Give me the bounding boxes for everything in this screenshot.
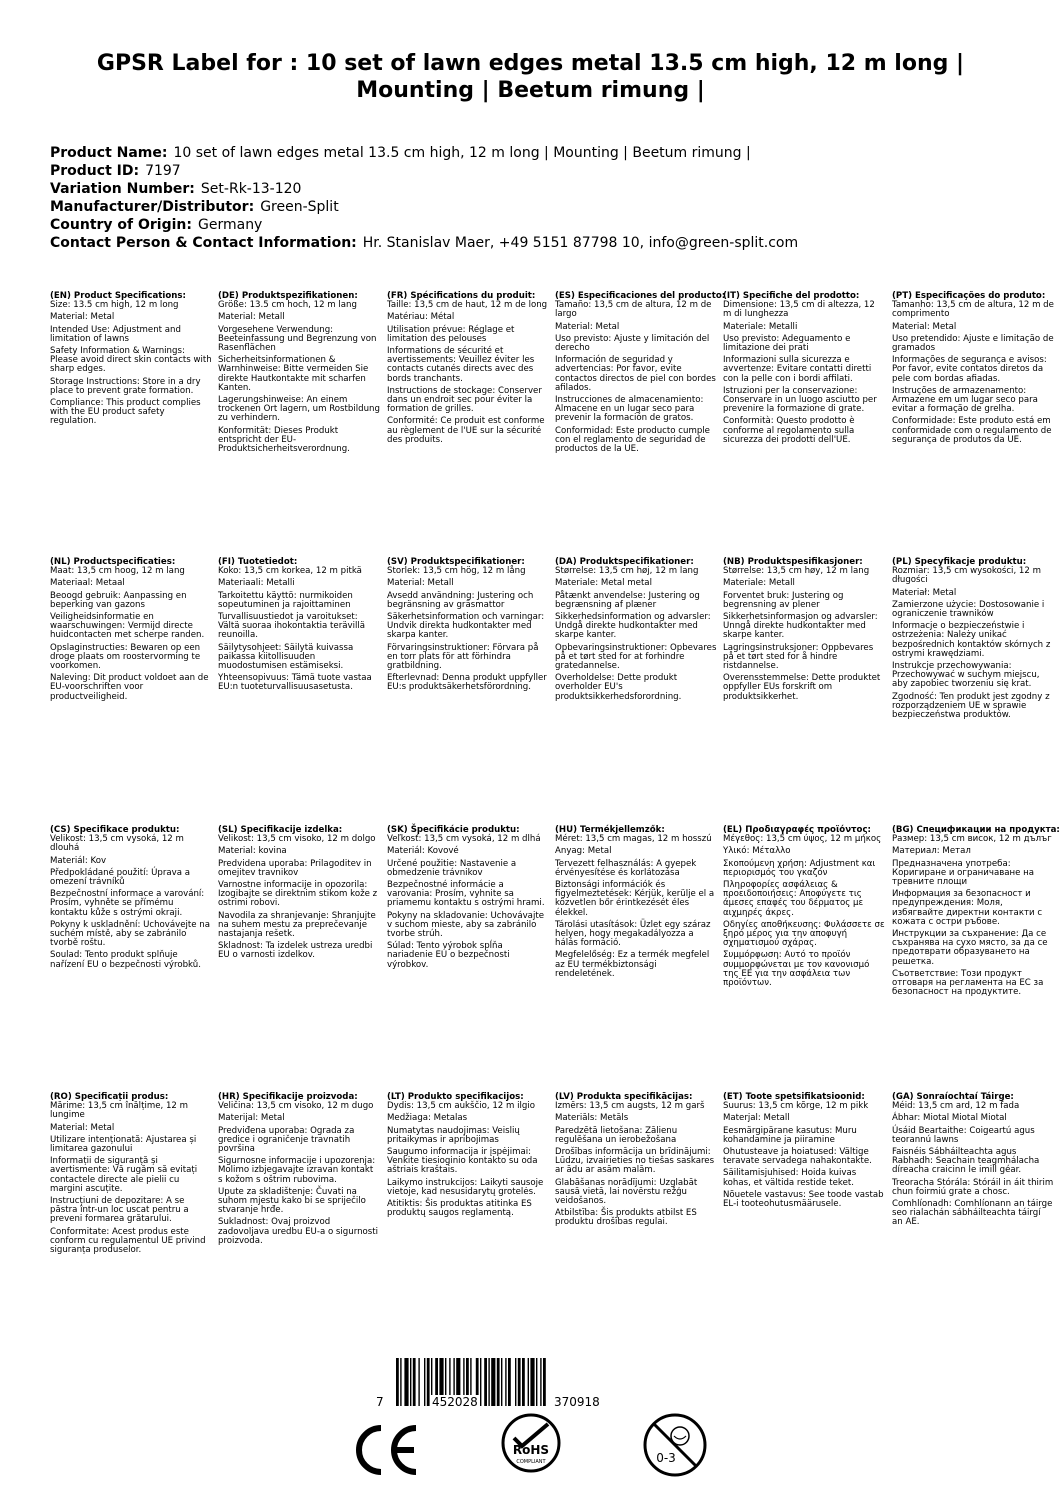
spec-block xyxy=(892,558,1054,723)
spec-line: Påtænkt anvendelse: Justering og begrænsning af plæner xyxy=(555,590,700,610)
spec-line: Soulad: Tento produkt splňuje nařízení EU o bezpečnosti výrobků. xyxy=(50,950,201,970)
spec-heading: (NB) Produktspesifikasjoner: xyxy=(723,557,863,567)
barcode-bar xyxy=(540,1358,541,1406)
spec-heading: (GA) Sonraíochtaí Táirge: xyxy=(892,1092,1014,1102)
spec-line: Instructions de stockage: Conserver dans un endroit sec pour éviter la formation de grilles. xyxy=(387,385,542,415)
spec-line: Faisnéis Sábháilteachta agus Rabhadh: Seachain teagmhálacha díreacha craicinn le imill géar. xyxy=(892,1147,1040,1176)
age-label: 0-3 xyxy=(656,1451,676,1465)
spec-heading: (ES) Especificaciones del producto: xyxy=(555,291,726,301)
barcode-bar xyxy=(505,1358,506,1406)
spec-line: Materiale: Metal metal xyxy=(555,578,652,589)
spec-heading: (EL) Προδιαγραφές προϊόντος: xyxy=(723,825,871,835)
spec-block xyxy=(218,292,380,457)
spec-line: Utilizare intenționată: Ajustarea și limitarea gazonului xyxy=(50,1134,197,1155)
spec-line: Méret: 13,5 cm magas, 12 m hosszú xyxy=(555,834,712,845)
barcode-bar xyxy=(413,1358,416,1406)
barcode-bar xyxy=(497,1358,500,1406)
info-row xyxy=(50,162,1030,180)
spec-line: Sukladnost: Ovaj proizvod zadovoljava uredbu EU-a o sigurnosti proizvoda. xyxy=(218,1217,379,1246)
spec-line: Yhteensopivuus: Tämä tuote vastaa EU:n tuoteturvallisuusasetusta. xyxy=(218,673,372,693)
barcode-bar xyxy=(536,1358,537,1406)
spec-line: Größe: 13.5 cm hoch, 12 m lang xyxy=(218,300,357,311)
spec-line: Předpokládané použití: Úprava a omezení trávníků xyxy=(50,867,190,888)
spec-line: Veiligheidsinformatie en waarschuwingen: Vermijd directe huidcontacten met scherpe randen. xyxy=(50,612,205,641)
spec-line: Material: Metal xyxy=(50,312,115,323)
spec-line: Μέγεθος: 13,5 cm ύψος, 12 m μήκος xyxy=(723,834,882,845)
spec-line: Efterlevnad: Denna produkt uppfyller EU:s produktsäkerhetsförordning. xyxy=(387,673,547,693)
spec-line: Comhlíonadh: Comhlíonann an táirge seo rialachán sábháilteachta táirgí an AE. xyxy=(892,1199,1053,1228)
spec-line: Veličina: 13,5 cm visoko, 12 m dugo xyxy=(218,1101,374,1112)
spec-line: Avsedd användning: Justering och begränsning av gräsmattor xyxy=(387,590,534,610)
spec-line: Tárolási utasítások: Üzlet egy száraz helyen, hogy megakadályozza a hálás formáció. xyxy=(555,919,711,949)
spec-line: Predviđena uporaba: Ograda za gredice i ograničenje travnatih površina xyxy=(218,1125,355,1155)
spec-heading: (PL) Specyfikacje produktu: xyxy=(892,557,1027,567)
info-label: Product ID: xyxy=(50,163,140,179)
spec-line: Dydis: 13,5 cm aukščio, 12 m ilgio xyxy=(387,1101,535,1112)
barcode-bar xyxy=(404,1358,408,1406)
spec-line: Safety Information & Warnings: Please avoid direct skin contacts with sharp edges. xyxy=(50,346,212,375)
spec-line: Størrelse: 13,5 cm høy, 12 m lang xyxy=(723,566,870,577)
spec-line: Megfelelőség: Ez a termék megfelel az EU termékbiztonsági rendeletének. xyxy=(555,950,710,979)
barcode-bar xyxy=(410,1358,411,1406)
spec-line: Sikkerhedsinformation og advarsler: Undgå direkte hudkontakter med skarpe kanter. xyxy=(555,612,711,641)
spec-line: Instrucciones de almacenamiento: Almacene en un lugar seco para prevenir la formación de gratos. xyxy=(555,395,704,424)
spec-heading: (IT) Specifiche del prodotto: xyxy=(723,291,860,301)
spec-block xyxy=(50,558,212,705)
spec-block xyxy=(555,826,717,982)
spec-heading: (EN) Product Specifications: xyxy=(50,291,186,301)
spec-line: Turvallisuustiedot ja varoitukset: Vältä suoraa ihokontaktia terävillä reunoilla. xyxy=(218,612,366,641)
spec-line: Drošības informācija un brīdinājumi: Lūdzu, izvairieties no tiešas saskares ar ādu ar asām malām. xyxy=(555,1147,715,1176)
spec-block xyxy=(218,826,380,964)
spec-line: Материал: Метал xyxy=(892,846,971,857)
spec-block xyxy=(387,826,549,973)
spec-line: Material: Metall xyxy=(218,312,285,323)
barcode-bar xyxy=(480,1358,481,1406)
spec-line: Förvaringsinstruktioner: Förvara på en torr plats för att förhindra gratbildning. xyxy=(387,642,539,672)
spec-line: Materiaal: Metaal xyxy=(50,578,125,589)
spec-line: Treoracha Stórála: Stóráil in áit thirim chun foirmiú grate a chosc. xyxy=(892,1177,1054,1197)
spec-line: Matériau: Métal xyxy=(387,312,455,323)
spec-line: Size: 13.5 cm high, 12 m long xyxy=(50,300,179,311)
spec-block xyxy=(218,558,380,696)
spec-block xyxy=(723,1093,885,1212)
spec-line: Medžiaga: Metalas xyxy=(387,1113,468,1124)
spec-block xyxy=(892,825,1060,1000)
spec-line: Materiale: Metall xyxy=(723,578,795,589)
spec-line: Úsáid Beartaithe: Coigeartú agus teorannú lawns xyxy=(892,1125,1035,1145)
rohs-icon xyxy=(500,1412,562,1474)
spec-line: Saugumo informacija ir įspėjimai: Venkite tiesioginio kontakto su oda aštriais kraštais. xyxy=(387,1147,538,1176)
spec-line: Informations de sécurité et avertissements: Veuillez éviter les contacts cutanés directs avec des bords tranchants. xyxy=(387,346,535,384)
barcode-bar xyxy=(484,1358,487,1406)
spec-line: Lagringsinstruksjoner: Oppbevares på et tørt sted for å hindre ristdannelse. xyxy=(723,642,874,672)
spec-heading: (DA) Produktspecifikationer: xyxy=(555,557,694,567)
spec-line: Съответствие: Този продукт отговаря на регламента на ЕС за безопасност на продуктите. xyxy=(892,968,1044,998)
spec-heading: (HU) Termékjellemzők: xyxy=(555,825,665,835)
product-info xyxy=(50,144,1030,252)
info-label: Country of Origin: xyxy=(50,217,192,233)
spec-line: Materijal: Metal xyxy=(218,1113,285,1124)
spec-block xyxy=(387,292,549,448)
spec-line: Conformidad: Este producto cumple con el reglamento de seguridad de productos de la UE. xyxy=(555,425,710,455)
spec-line: Materiał: Metal xyxy=(892,587,957,598)
spec-line: Nõuetele vastavus: See toode vastab EL-i tooteohutusmäärusele. xyxy=(723,1189,884,1210)
info-row xyxy=(50,234,1030,252)
rohs-compliant-label: COMPLIANT xyxy=(516,1459,546,1465)
spec-line: Instruções de armazenamento: Armazene em um lugar seco para evitar a formação de grelha. xyxy=(892,385,1038,415)
spec-line: Navodila za shranjevanje: Shranjujte na suhem mestu za preprečevanje nastajanja rešetk. xyxy=(218,910,376,940)
spec-line: Conformitate: Acest produs este conform cu regulamentul UE privind siguranța produselor. xyxy=(50,1226,206,1256)
barcode-digit-prefix: 7 xyxy=(376,1395,384,1409)
info-row xyxy=(50,198,1030,216)
spec-line: Bezpečnostné informácie a varovania: Prosím, vyhnite sa priamemu kontaktu s ostrými hrami. xyxy=(387,880,545,909)
info-value: Germany xyxy=(198,217,263,233)
spec-heading: (LT) Produkto specifikacijos: xyxy=(387,1092,524,1102)
spec-line: Mărime: 13,5 cm înălțime, 12 m lungime xyxy=(50,1101,188,1121)
spec-block xyxy=(723,826,885,991)
spec-line: Zgodność: Ten produkt jest zgodny z rozporządzeniem UE w sprawie bezpieczeństwa produktów. xyxy=(892,691,1050,721)
barcode-bar xyxy=(424,1358,425,1406)
spec-line: Rozmiar: 13,5 cm wysokości, 12 m długości xyxy=(892,566,1041,586)
spec-line: Určené použitie: Nastavenie a obmedzenie trávnikov xyxy=(387,858,517,878)
spec-line: Biztonsági információk és figyelmeztetések: Kérjük, kerülje el a közvetlen bőr érintkezését éles élekkel. xyxy=(555,880,715,918)
spec-heading: (FI) Tuotetiedot: xyxy=(218,557,298,567)
spec-line: Material: kovina xyxy=(218,846,287,857)
barcode-digit-right: 370918 xyxy=(554,1395,600,1409)
barcode-digit-left: 452028 xyxy=(432,1395,478,1409)
spec-heading: (LV) Produkta specifikācijas: xyxy=(555,1092,693,1102)
spec-line: Eesmärgipärane kasutus: Muru kohandamine ja piiramine xyxy=(723,1125,857,1145)
spec-line: Opbevaringsinstruktioner: Opbevares på et tørt sted for at forhindre gratedannelse. xyxy=(555,642,717,672)
info-value: Green-Split xyxy=(260,199,339,215)
spec-line: Pokyny k uskladnění: Uchovávejte na suchém místě, aby se zabránilo tvorbě roštu. xyxy=(50,919,210,949)
spec-line: Material: Metall xyxy=(387,578,454,589)
spec-line: Maat: 13,5 cm hoog, 12 m lang xyxy=(50,566,185,577)
spec-heading: (RO) Specificații produs: xyxy=(50,1092,169,1102)
spec-line: Σκοπούμενη χρήση: Adjustment και περιορισμός του γκαζόν xyxy=(723,858,876,878)
spec-line: Instrukcje przechowywania: Przechowywać w suchym miejscu, aby zapobiec tworzeniu się krat. xyxy=(892,661,1040,690)
spec-line: Säkerhetsinformation och varningar: Undvik direkta hudkontakter med skarpa kanter. xyxy=(387,612,545,641)
barcode-bar xyxy=(488,1358,489,1406)
info-value: 10 set of lawn edges metal 13.5 cm high, 12 m long | Mounting | Beetum rimung | xyxy=(173,145,751,161)
spec-line: Upute za skladištenje: Čuvati na suhom mjestu kako bi se spriječilo stvaranje hrđe. xyxy=(218,1186,366,1216)
info-label: Contact Person & Contact Information: xyxy=(50,235,357,251)
barcode-bar xyxy=(491,1358,495,1406)
spec-block xyxy=(892,292,1054,448)
spec-line: Material: Metal xyxy=(892,321,957,332)
spec-heading: (CS) Specifikace produktu: xyxy=(50,825,180,835)
spec-line: Säilytysohjeet: Säilytä kuivassa paikassa kiitollisuuden muodostumisen estämiseksi. xyxy=(218,642,354,672)
spec-line: Tamaño: 13,5 cm de altura, 12 m de largo xyxy=(555,300,712,320)
spec-line: Glabāšanas norādījumi: Uzglabāt sausā vietā, lai novērstu režģu veidošanos. xyxy=(555,1177,698,1207)
spec-line: Informacje o bezpieczeństwie i ostrzeżenia: Należy unikać bezpośrednich kontaktów skórnych z ostrymi krawędziami. xyxy=(892,621,1051,659)
spec-block xyxy=(723,292,885,448)
info-value: 7197 xyxy=(145,163,181,179)
barcode-bar xyxy=(418,1358,419,1406)
spec-line: Dimensione: 13,5 cm di altezza, 12 m di lunghezza xyxy=(723,300,875,320)
spec-block xyxy=(218,1093,380,1249)
spec-heading: (DE) Produktspezifikationen: xyxy=(218,291,358,301)
info-row xyxy=(50,180,1030,198)
spec-line: Lagerungshinweise: An einem trockenen Ort lagern, um Rostbildung zu verhindern. xyxy=(218,395,380,424)
spec-line: Predvidena uporaba: Prilagoditev in omejitev travnikov xyxy=(218,858,372,878)
barcode xyxy=(366,1358,616,1414)
spec-heading: (FR) Spécifications du produit: xyxy=(387,291,536,301)
spec-line: Compliance: This product complies with the EU product safety regulation. xyxy=(50,398,201,427)
info-label: Variation Number: xyxy=(50,181,195,197)
info-label: Product Name: xyxy=(50,145,168,161)
spec-block xyxy=(50,292,212,430)
spec-line: Izmērs: 13,5 cm augsts, 12 m garš xyxy=(555,1101,705,1112)
spec-line: Συμμόρφωση: Αυτό το προϊόν συμμορφώνεται με τον κανονισμό της ΕΕ για την ασφάλεια των προϊόντων. xyxy=(723,950,870,989)
spec-block xyxy=(387,558,549,696)
spec-line: Beoogd gebruik: Aanpassing en beperking van gazons xyxy=(50,590,187,610)
spec-line: Istruzioni per la conservazione: Conservare in un luogo asciutto per prevenire la formazione di grate. xyxy=(723,385,877,415)
spec-line: Pokyny na skladovanie: Uchovávajte v suchom mieste, aby sa zabránilo tvorbe strúh. xyxy=(387,910,544,940)
spec-line: Предназначена употреба: Коригиране и ограничаване на тревните площи xyxy=(892,858,1035,888)
barcode-bar xyxy=(522,1358,525,1406)
spec-line: Atbilstība: Šis produkts atbilst ES produktu drošības regulai. xyxy=(555,1208,697,1228)
spec-heading: (ET) Toote spetsifikatsioonid: xyxy=(723,1092,865,1102)
spec-line: Suurus: 13,5 cm kõrge, 12 m pikk xyxy=(723,1101,869,1112)
spec-block xyxy=(50,826,212,973)
spec-line: Инструкции за съхранение: Да се съхранява на сухо място, за да се предотврати образуването на решетка. xyxy=(892,929,1048,967)
spec-line: Tarkoitettu käyttö: nurmikoiden sopeutuminen ja rajoittaminen xyxy=(218,590,353,610)
spec-line: Υλικό: Μέταλλο xyxy=(723,846,791,857)
spec-line: Conformità: Questo prodotto è conforme al regolamento sulla sicurezza dei prodotti dell'UE. xyxy=(723,416,855,445)
barcode-bar xyxy=(400,1358,401,1406)
spec-line: Material: Metal xyxy=(50,1122,115,1133)
spec-heading: (HR) Specifikacije proizvoda: xyxy=(218,1092,358,1102)
spec-line: Súlad: Tento výrobok spĺňa nariadenie EÚ o bezpečnosti výrobkov. xyxy=(387,941,510,970)
spec-line: Informazioni sulla sicurezza e avvertenze: Evitare contatti diretti con la pelle con i bordi affilati. xyxy=(723,355,872,384)
spec-line: Πληροφορίες ασφάλειας & προειδοποιήσεις: Αποφύγετε τις άμεσες επαφές του δέρματος με αιχμηρές άκρες. xyxy=(723,880,864,918)
spec-line: Materiaali: Metalli xyxy=(218,578,295,589)
spec-line: Méid: 13,5 cm ard, 12 m fada xyxy=(892,1101,1020,1112)
spec-block xyxy=(555,291,726,457)
spec-line: Koko: 13,5 cm korkea, 12 m pitkä xyxy=(218,566,362,577)
spec-line: Varnostne informacije in opozorila: Izogibajte se direktnim stikom kože z ostrimi robovi. xyxy=(218,880,378,909)
spec-line: Tamanho: 13,5 cm de altura, 12 m de comprimento xyxy=(892,300,1054,320)
spec-block xyxy=(50,1093,212,1258)
spec-line: Säilitamisjuhised: Hoida kuivas kohas, et vältida restide teket. xyxy=(723,1168,857,1188)
info-value: Set-Rk-13-120 xyxy=(200,181,302,197)
spec-line: Storlek: 13,5 cm hög, 12 m lång xyxy=(387,566,526,577)
spec-line: Overensstemmelse: Dette produktet oppfyller EUs forskrift om produktsikkerhet. xyxy=(723,673,881,702)
spec-line: Anyag: Metal xyxy=(555,846,612,857)
spec-line: Instrucțiuni de depozitare: A se păstra într-un loc uscat pentru a preveni formarea grătarului. xyxy=(50,1196,189,1225)
spec-block xyxy=(387,1093,549,1221)
spec-line: Material: Metal xyxy=(555,321,620,332)
spec-line: Materiale: Metalli xyxy=(723,321,798,332)
spec-line: Materiál: Kovové xyxy=(387,846,459,857)
barcode-bar xyxy=(515,1358,516,1406)
info-value: Hr. Stanislav Maer, +49 5151 87798 10, info@green-split.com xyxy=(362,235,799,251)
ce-mark-icon xyxy=(350,1420,422,1480)
age-warning-icon xyxy=(642,1412,708,1478)
spec-line: Οδηγίες αποθήκευσης: Φυλάσσετε σε ξηρό μέρος για την αποφυγή σχηματισμού σχάρας. xyxy=(723,919,885,949)
spec-heading: (SV) Produktspecifikationer: xyxy=(387,557,525,567)
barcode-bar xyxy=(396,1358,399,1406)
spec-line: Laikymo instrukcijos: Laikyti sausoje vietoje, kad nesusidarytų grotelės. xyxy=(387,1177,544,1197)
spec-line: Conformité: Ce produit est conforme au règlement de l'UE sur la sécurité des produits. xyxy=(387,416,545,445)
spec-line: Utilisation prévue: Réglage et limitation des pelouses xyxy=(387,324,515,344)
spec-heading: (NL) Productspecificaties: xyxy=(50,557,176,567)
barcode-bar xyxy=(508,1358,511,1406)
spec-block xyxy=(723,558,885,705)
spec-line: Velikost: 13,5 cm visoko, 12 m dolgo xyxy=(218,834,376,845)
spec-line: Numatytas naudojimas: Veislių pritaikymas ir apribojimas xyxy=(387,1125,520,1145)
spec-line: Opslaginstructies: Bewaren op een droge plaats om roostervorming te voorkomen. xyxy=(50,642,201,672)
barcode-bar xyxy=(528,1358,529,1406)
spec-line: Materiál: Kov xyxy=(50,855,107,866)
spec-heading: (BG) Спецификации на продукта: xyxy=(892,825,1060,835)
spec-line: Størrelse: 13,5 cm høj, 12 m lang xyxy=(555,566,699,577)
spec-line: Información de seguridad y advertencias: Por favor, evite contactos directos de piel con bordes afilados. xyxy=(555,355,716,393)
spec-line: Intended Use: Adjustment and limitation of lawns xyxy=(50,324,181,344)
spec-line: Atitiktis: Šis produktas atitinka ES produktų saugos reglamentą. xyxy=(387,1199,532,1219)
spec-heading: (PT) Especificações do produto: xyxy=(892,291,1046,301)
spec-line: Materiāls: Metāls xyxy=(555,1113,629,1124)
spec-line: Ohutusteave ja hoiatused: Vältige teravate servadega nahakontakte. xyxy=(723,1147,872,1167)
spec-line: Sigurnosne informacije i upozorenja: Molimo izbjegavajte izravan kontakt s kožom s oštrim rubovima. xyxy=(218,1156,376,1185)
spec-block xyxy=(555,1093,717,1231)
spec-line: Ábhar: Miotal Miotal Miotal xyxy=(892,1113,1007,1124)
spec-line: Uso previsto: Ajuste y limitación del derecho xyxy=(555,333,710,354)
rohs-label: RoHS xyxy=(512,1443,550,1457)
spec-line: Konformität: Dieses Produkt entspricht der EU-Produktsicherheitsverordnung. xyxy=(218,425,350,455)
spec-line: Sicherheitsinformationen & Warnhinweise: Bitte vermeiden Sie direkte Hautkontakte mit scharfen Kanten. xyxy=(218,355,369,393)
barcode-bar xyxy=(518,1358,521,1406)
barcode-bar xyxy=(543,1358,546,1406)
spec-line: Veľkosť: 13,5 cm vysoká, 12 m dlhá xyxy=(387,834,541,845)
spec-line: Paredzētā lietošana: Zālienu regulēšana un ierobežošana xyxy=(555,1125,678,1145)
spec-line: Sikkerhetsinformasjon og advarsler: Unngå direkte hudkontakter med skarpe kanter. xyxy=(723,612,878,641)
spec-line: Uso pretendido: Ajuste e limitação de gramados xyxy=(892,333,1054,354)
spec-line: Forventet bruk: Justering og begrensning av plener xyxy=(723,590,844,610)
spec-line: Conformidade: Este produto está em conformidade com o regulamento de segurança de produtos da UE. xyxy=(892,416,1052,445)
spec-block xyxy=(555,558,717,705)
spec-line: Skladnost: Ta izdelek ustreza uredbi EU o varnosti izdelkov. xyxy=(218,941,373,961)
info-label: Manufacturer/Distributor: xyxy=(50,199,255,215)
spec-line: Informações de segurança e avisos: Por favor, evite contatos diretos da pele com bordas afiadas. xyxy=(892,355,1047,384)
spec-line: Zamierzone użycie: Dostosowanie i ograniczenie trawników xyxy=(892,599,1045,620)
spec-heading: (SL) Specifikacije izdelka: xyxy=(218,825,343,835)
spec-line: Vorgesehene Verwendung: Beeteinfassung und Begrenzung von Rasenflächen xyxy=(218,324,377,354)
info-row xyxy=(50,144,1030,162)
spec-line: Размер: 13,5 cm висок, 12 m дълъг xyxy=(892,834,1052,845)
spec-line: Velikost: 13,5 cm vysoká, 12 m dlouhá xyxy=(50,834,184,854)
spec-block xyxy=(892,1093,1054,1231)
spec-line: Taille: 13,5 cm de haut, 12 m de long xyxy=(387,300,548,311)
spec-line: Overholdelse: Dette produkt overholder EU's produktsikkerhedsforordning. xyxy=(555,673,682,702)
spec-line: Naleving: Dit product voldoet aan de EU-voorschriften voor productveiligheid. xyxy=(50,673,209,702)
spec-line: Informații de siguranță și avertismente: Vă rugăm să evitați contactele directe ale pielii cu margini ascuțite. xyxy=(50,1156,198,1194)
info-row xyxy=(50,216,1030,234)
spec-line: Информация за безопасност и предупреждения: Моля, избягвайте директни контакти с кожата с остри ръбове. xyxy=(892,889,1043,927)
barcode-bar xyxy=(530,1358,534,1406)
spec-line: Uso previsto: Adeguamento e limitazione dei prati xyxy=(723,333,851,354)
barcode-bar xyxy=(501,1358,502,1406)
spec-line: Materjal: Metall xyxy=(723,1113,790,1124)
spec-line: Tervezett felhasználás: A gyepek érvényesítése és korlátozása xyxy=(555,858,697,878)
spec-line: Storage Instructions: Store in a dry place to prevent grate formation. xyxy=(50,376,201,396)
page-title: GPSR Label for : 10 set of lawn edges metal 13.5 cm high, 12 m long | Mounting | Beetum rimung | xyxy=(96,51,965,103)
spec-heading: (SK) Špecifikácie produktu: xyxy=(387,825,520,835)
spec-line: Bezpečnostní informace a varování: Prosím, vyhněte se přímému kontaktu kůže s ostrými okraji. xyxy=(50,889,205,918)
